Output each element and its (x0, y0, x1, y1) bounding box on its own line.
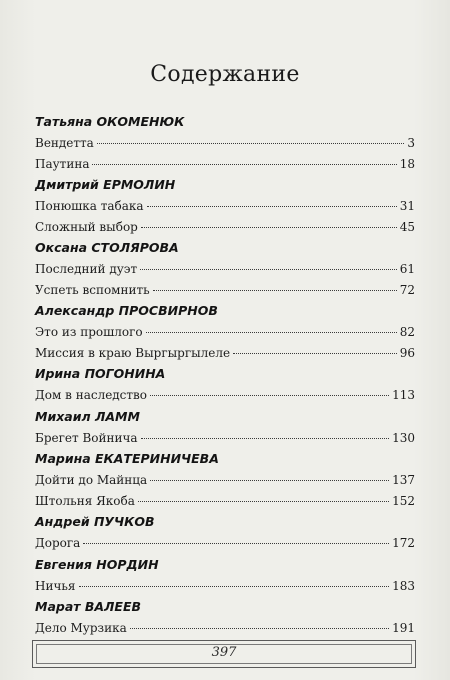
toc-entry (35, 343, 415, 364)
toc-author: Оксана СТОЛЯРОВА (35, 240, 179, 255)
toc-entry (35, 618, 415, 639)
toc-author: Дмитрий ЕРМОЛИН (35, 177, 176, 192)
toc-entry-title: Это из прошлого (35, 325, 143, 339)
toc-entry-title: Миссия в краю Выргыргылеле (35, 345, 231, 360)
toc-entry (35, 259, 415, 280)
toc-entry-title: Успеть вспомнить (35, 282, 150, 297)
toc-entry-page: 61 (399, 262, 415, 276)
toc-entry-title: Паутина (35, 156, 90, 171)
toc-entry (35, 428, 415, 449)
dot-leader (233, 353, 397, 354)
dot-leader (141, 438, 390, 439)
dot-leader (79, 586, 390, 587)
toc-entry-page: 82 (399, 325, 415, 339)
toc-entry (35, 154, 415, 175)
toc-entry-title: Последний дуэт (35, 262, 138, 276)
toc-author: Татьяна ОКОМЕНЮК (35, 114, 185, 129)
toc-entry-title: Штольня Якоба (35, 493, 135, 508)
toc-entry-page: 96 (399, 345, 415, 360)
toc-entry-title: Дорога (35, 536, 81, 550)
toc-entry-page: 152 (392, 493, 415, 508)
toc-entry-page: 113 (392, 388, 415, 402)
toc-entry-page: 130 (392, 430, 415, 445)
dot-leader (83, 543, 389, 544)
toc-entry-title: Дойти до Майнца (35, 473, 148, 487)
toc-entry-title: Ничья (35, 578, 76, 593)
dot-leader (140, 269, 397, 270)
toc-author: Михаил ЛАММ (35, 408, 140, 424)
dot-leader (150, 395, 389, 396)
toc-entry-page: 72 (399, 282, 415, 297)
toc-entry-page: 172 (392, 536, 415, 550)
toc-entry (35, 385, 415, 406)
toc-entry-page: 137 (392, 473, 415, 487)
toc-entry-title: Дом в наследство (35, 388, 148, 402)
dot-leader (150, 480, 389, 481)
toc-entry (35, 217, 415, 238)
toc-entry-page: 31 (399, 199, 415, 213)
dot-leader (141, 227, 397, 228)
toc-entry (35, 133, 415, 154)
toc-entry (35, 491, 415, 512)
toc-entry-title: Сложный выбор (35, 219, 138, 234)
toc-entry-page: 18 (399, 156, 415, 171)
toc-entry (35, 576, 415, 597)
toc-entry-page: 45 (399, 219, 415, 234)
dot-leader (97, 143, 405, 144)
toc-entry-title: Брегет Войнича (35, 430, 138, 445)
toc-entry (35, 280, 415, 301)
toc-entry (35, 470, 415, 491)
toc-author: Марат ВАЛЕЕВ (35, 599, 142, 614)
toc-entry (35, 196, 415, 217)
page-number-frame (32, 640, 416, 668)
toc-entry (35, 322, 415, 343)
toc-author: Марина ЕКАТЕРИНИЧЕВА (35, 451, 219, 466)
dot-leader (138, 501, 389, 502)
toc-entry (35, 533, 415, 554)
toc-entry-page: 183 (392, 578, 415, 593)
dot-leader (147, 206, 397, 207)
toc-entry-title: Вендетта (35, 136, 94, 150)
toc-entry-page: 191 (392, 621, 415, 635)
toc-entry-page: 3 (407, 136, 415, 150)
toc-author: Евгения НОРДИН (35, 556, 159, 572)
toc-author: Ирина ПОГОНИНА (35, 366, 166, 381)
dot-leader (92, 164, 396, 165)
dot-leader (146, 332, 397, 333)
toc-entry-title: Дело Мурзика (35, 621, 127, 635)
dot-leader (130, 628, 389, 629)
toc-entry-title: Понюшка табака (35, 199, 144, 213)
dot-leader (153, 290, 397, 291)
toc-author: Александр ПРОСВИРНОВ (35, 303, 218, 318)
page-number: 397 (211, 645, 237, 660)
table-of-contents (35, 111, 415, 639)
toc-author: Андрей ПУЧКОВ (35, 514, 155, 529)
page-title: Содержание (150, 62, 300, 87)
